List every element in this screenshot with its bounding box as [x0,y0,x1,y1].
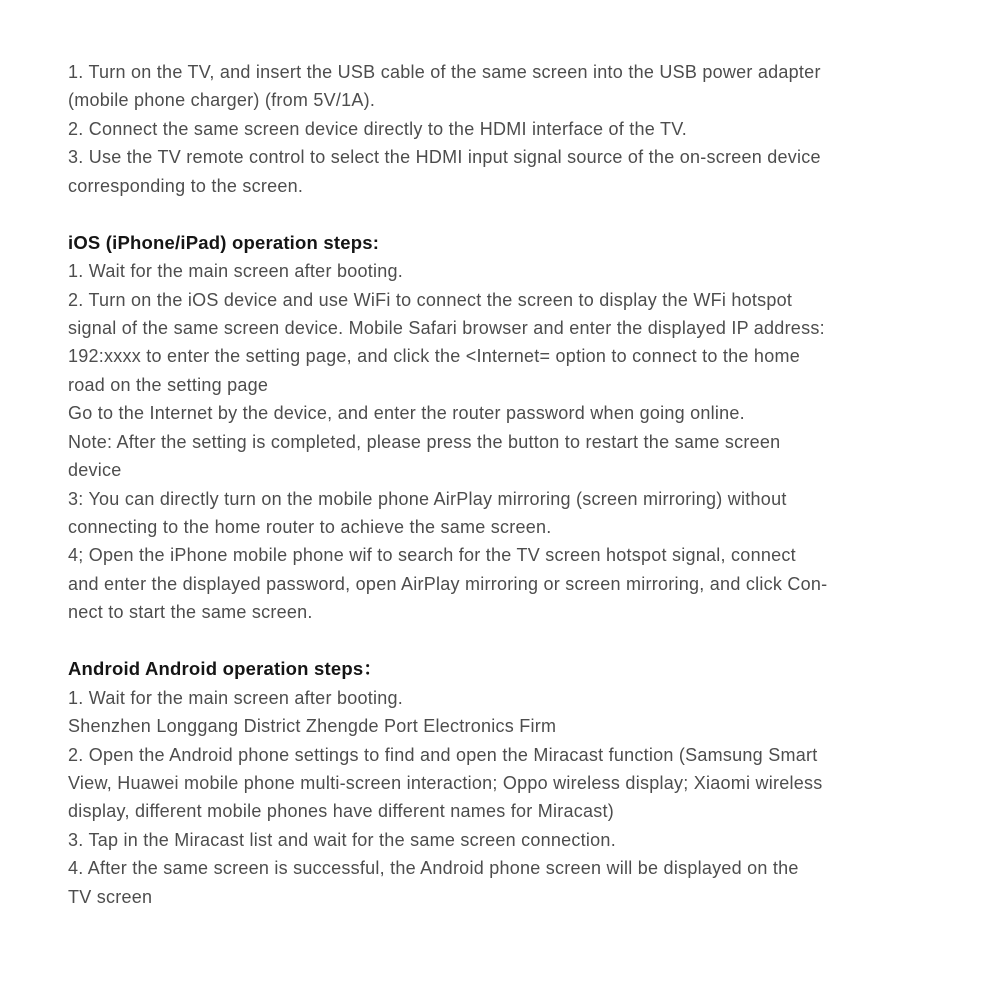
section-spacer [68,200,929,228]
text-line: device [68,460,122,481]
text-line: 1. Wait for the main screen after booting. [68,261,403,282]
text-line: signal of the same screen device. Mobile Safari browser and enter the displayed IP address: [68,317,825,338]
text-line: 3: You can directly turn on the mobile phone AirPlay mirroring (screen mirroring) without [68,488,787,509]
manual-text-block [68,58,929,911]
text-line: 3. Tap in the Miracast list and wait for the same screen connection. [68,829,616,850]
text-line: View, Huawei mobile phone multi-screen interaction; Oppo wireless display; Xiaomi wireless [68,772,823,793]
text-line: 2. Turn on the iOS device and use WiFi to connect the screen to display the WFi hotspot [68,289,793,310]
text-line: nect to start the same screen. [68,602,313,623]
section-spacer [68,627,929,655]
text-line: 4. After the same screen is successful, the Android phone screen will be displayed on the [68,858,799,879]
android-section-heading: Android Android operation steps： [68,658,383,680]
text-line: 2. Connect the same screen device directly to the HDMI interface of the TV. [68,118,688,139]
text-line: 4; Open the iPhone mobile phone wif to search for the TV screen hotspot signal, connect [68,545,796,566]
text-line: 2. Open the Android phone settings to find and open the Miracast function (Samsung Smart [68,744,818,765]
text-line: corresponding to the screen. [68,175,304,196]
section-android-steps [68,655,929,911]
text-line: Note: After the setting is completed, please press the button to restart the same screen [68,431,781,452]
text-line: road on the setting page [68,374,269,395]
text-line: 1. Turn on the TV, and insert the USB cable of the same screen into the USB power adapter [68,62,821,82]
text-line: display, different mobile phones have different names for Miracast) [68,801,615,822]
text-line: 192:xxxx to enter the setting page, and click the <Internet= option to connect to the home [68,346,800,367]
text-line: 1. Wait for the main screen after booting. [68,687,403,708]
text-line: Shenzhen Longgang District Zhengde Port Electronics Firm [68,716,557,737]
text-line: and enter the displayed password, open AirPlay mirroring or screen mirroring, and click Con- [68,573,828,594]
text-line: connecting to the home router to achieve the same screen. [68,517,552,537]
section-tv-setup [68,58,929,200]
text-line: 3. Use the TV remote control to select the HDMI input signal source of the on-screen device [68,147,821,168]
text-line: Go to the Internet by the device, and enter the router password when going online. [68,403,745,424]
text-line: (mobile phone charger) (from 5V/1A). [68,90,376,111]
text-line: TV screen [68,886,153,907]
section-ios-steps [68,229,929,627]
ios-section-heading: iOS (iPhone/iPad) operation steps: [68,231,380,253]
